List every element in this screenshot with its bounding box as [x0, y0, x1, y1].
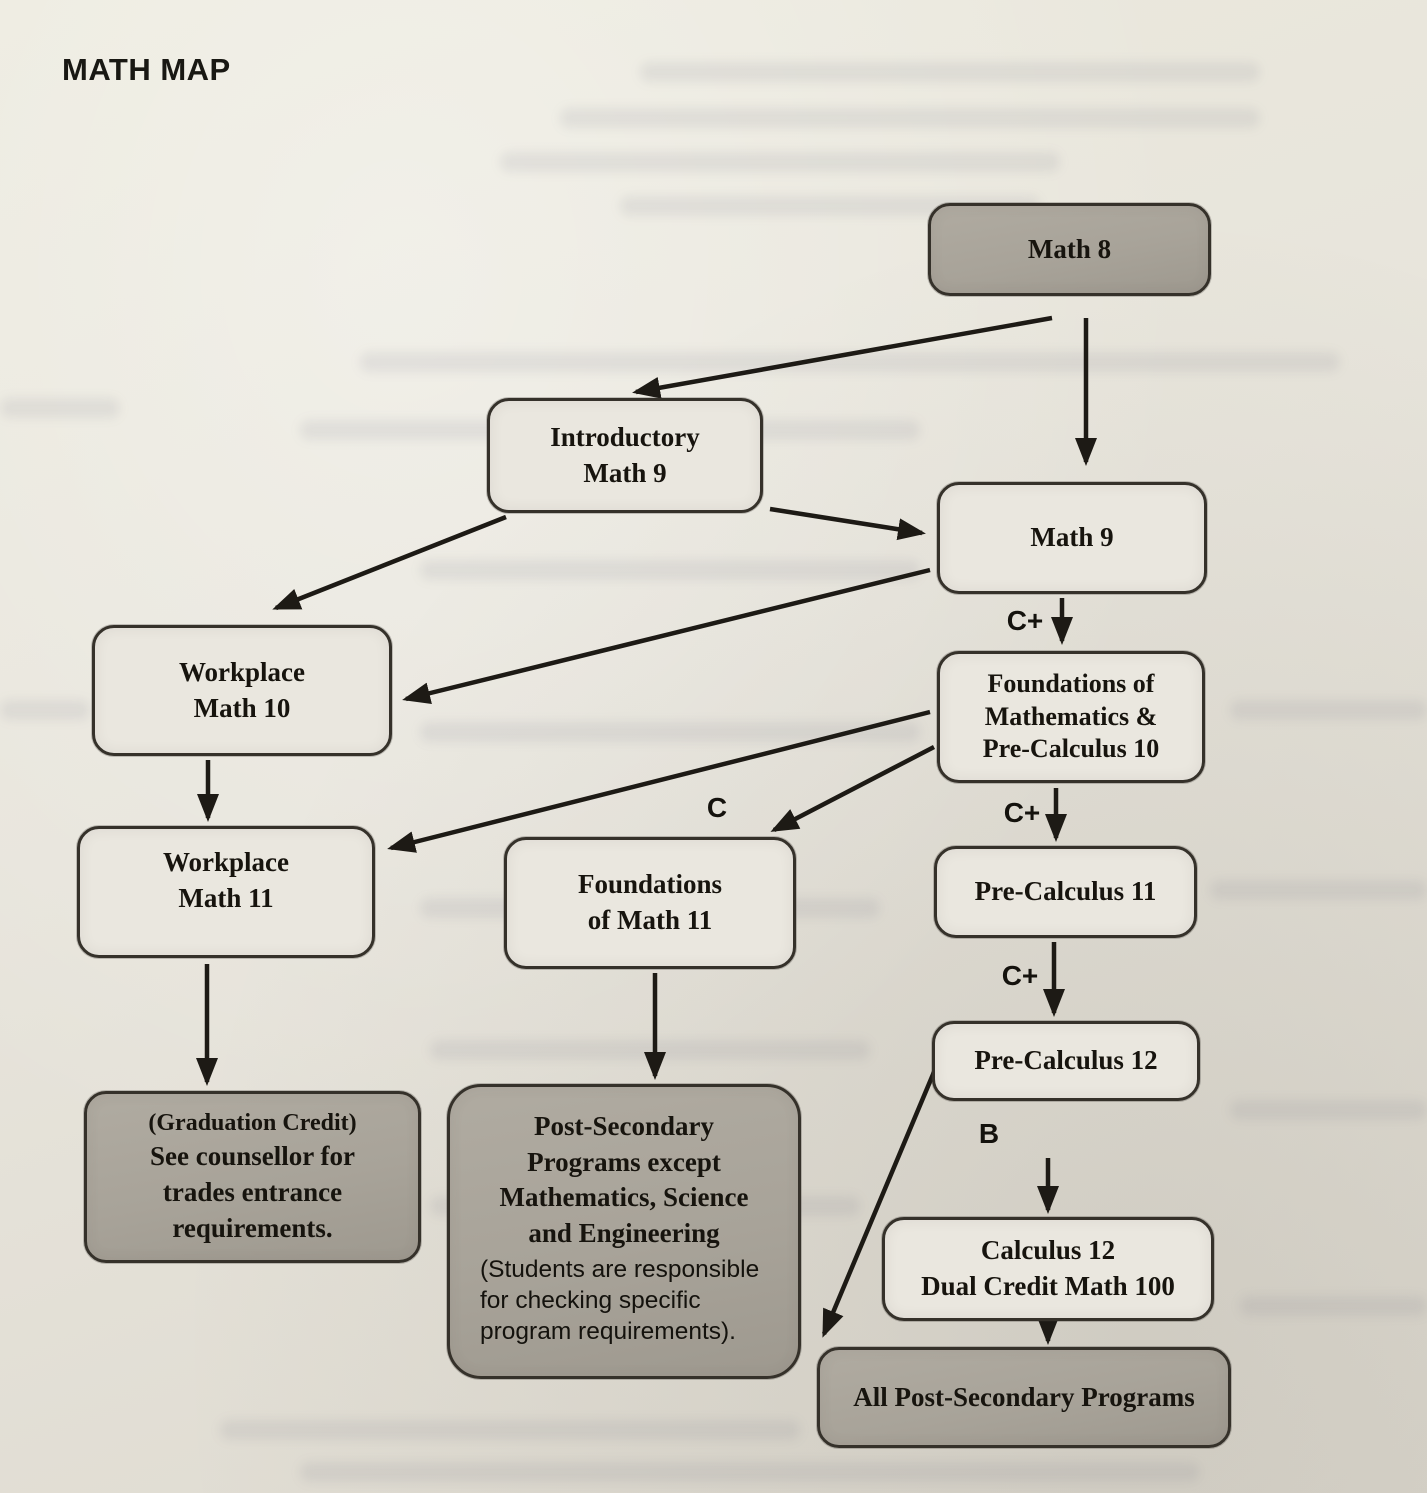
node-label: (Graduation Credit) — [148, 1109, 357, 1136]
node-label: Math 11 — [178, 882, 274, 913]
node-label: Foundations — [577, 869, 723, 900]
node-label: Dual Credit Math 100 — [921, 1271, 1175, 1301]
node-label: Mathematics & — [984, 701, 1158, 731]
node-note — [450, 1252, 798, 1348]
arrow-intro-math9-to-workplace-math10 — [276, 517, 506, 608]
node-label: Pre-Calculus 11 — [974, 876, 1157, 907]
node-label: Introductory — [550, 421, 700, 452]
node-label: Post-Secondary — [534, 1111, 714, 1141]
node-post-secondary-programs-except — [447, 1084, 801, 1379]
node-foundations-of-mathematics-pre-calculus-10 — [937, 651, 1205, 783]
arrow-math8-to-intro-math9 — [636, 318, 1052, 392]
page-title: MATH MAP — [62, 52, 231, 87]
arrow-math9-to-workplace-math10 — [406, 570, 930, 699]
node-label: trades entrance — [162, 1177, 343, 1208]
edge-label-c-plus-precalc11: C+ — [1001, 960, 1039, 991]
node-label: All Post-Secondary Programs — [853, 1381, 1195, 1412]
node-foundations-of-math-11 — [504, 837, 796, 969]
node-label: of Math 11 — [587, 905, 713, 935]
edge-label-c-plus-math9: C+ — [1006, 605, 1044, 636]
node-label: requirements. — [172, 1212, 333, 1243]
node-pre-calculus-12 — [932, 1021, 1200, 1101]
node-label: Calculus 12 — [980, 1235, 1116, 1266]
node-note-line: for checking specific — [480, 1286, 701, 1314]
node-label: and Engineering — [528, 1217, 720, 1248]
node-label: Math 9 — [1030, 522, 1114, 553]
node-note-line: (Students are responsible — [480, 1255, 760, 1283]
arrow-foundations10-to-foundations-math11 — [774, 747, 934, 830]
node-label: Workplace — [163, 847, 289, 877]
node-label: Foundations of — [987, 668, 1155, 698]
node-label: Mathematics, Science — [499, 1182, 749, 1213]
edge-label-c-plus-foundations10: C+ — [1003, 797, 1041, 828]
edge-label-b-precalc12: B — [978, 1118, 1000, 1149]
node-label: Workplace — [179, 656, 305, 687]
node-label: Pre-Calculus 12 — [974, 1045, 1158, 1076]
node-calculus-12-dual-credit-math-100 — [882, 1217, 1214, 1321]
node-note-line: program requirements). — [480, 1318, 736, 1346]
node-label: Math 10 — [193, 692, 291, 723]
node-graduation-credit — [84, 1091, 421, 1263]
node-label: See counsellor for — [150, 1141, 355, 1172]
arrow-foundations10-to-workplace-math11 — [391, 712, 930, 848]
node-math-9 — [937, 482, 1207, 594]
edge-label-c-foundations10: C — [706, 792, 728, 823]
node-label: Math 9 — [583, 457, 667, 488]
node-introductory-math-9 — [487, 398, 763, 513]
node-label: Math 8 — [1027, 233, 1112, 264]
node-workplace-math-11 — [77, 826, 375, 958]
node-math-8 — [928, 203, 1211, 296]
node-all-post-secondary-programs — [817, 1347, 1231, 1448]
node-pre-calculus-11 — [934, 846, 1197, 938]
node-label: Programs except — [527, 1146, 721, 1177]
arrow-intro-math9-to-math9 — [770, 509, 922, 533]
node-label: Pre-Calculus 10 — [982, 734, 1160, 764]
node-workplace-math-10 — [92, 625, 392, 756]
